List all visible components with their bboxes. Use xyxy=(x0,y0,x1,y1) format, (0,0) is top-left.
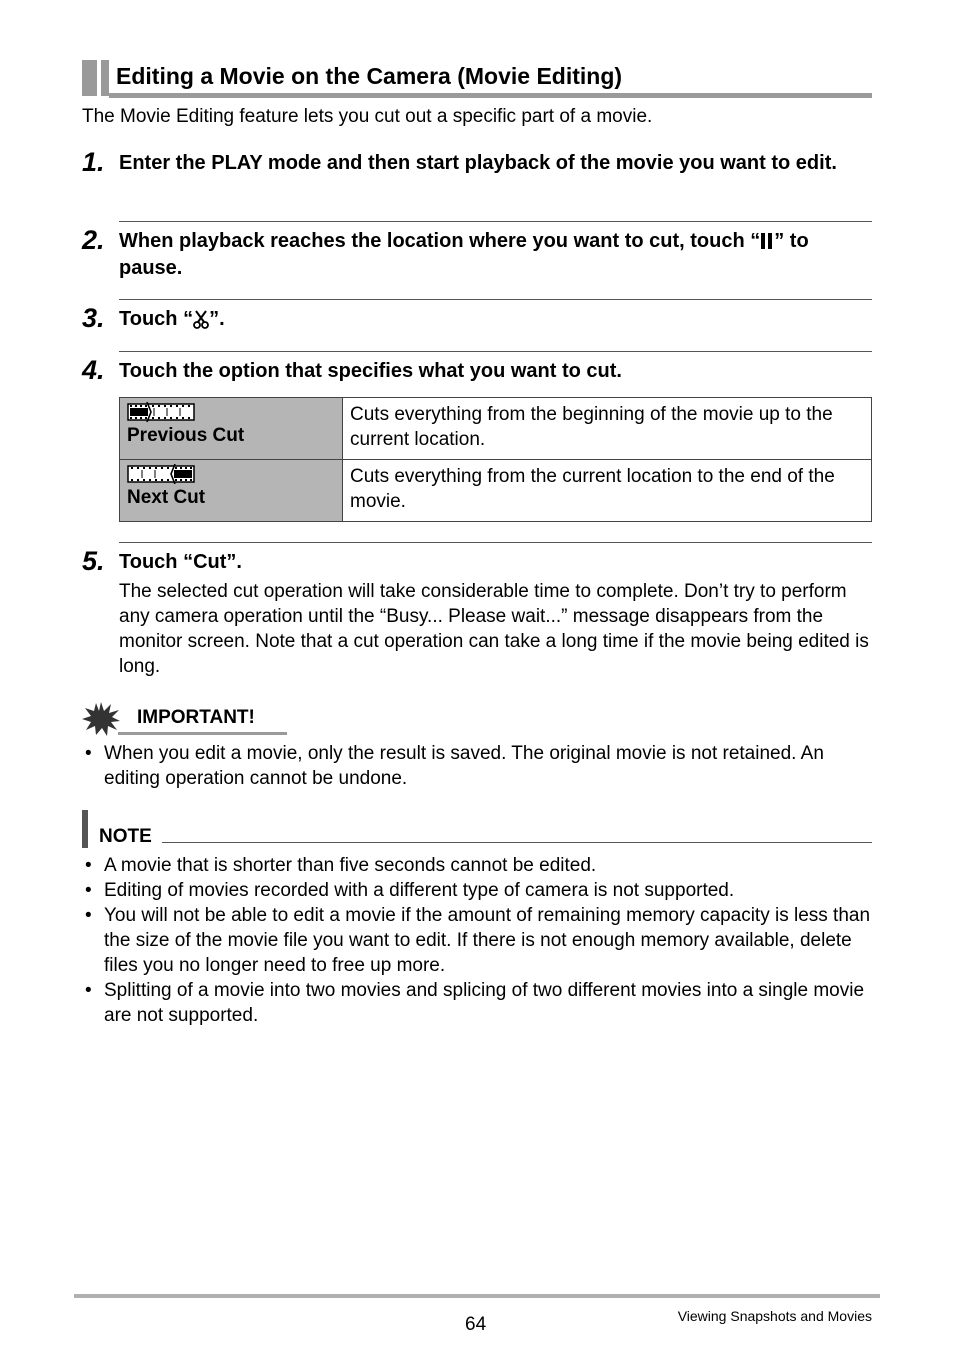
list-item-text: Splitting of a movie into two movies and splicing of two different movies into a single movie are not supported. xyxy=(104,980,865,1026)
list-item xyxy=(82,878,872,903)
note-list xyxy=(82,853,872,1028)
heading-bar xyxy=(82,60,97,96)
list-item-text: Editing of movies recorded with a different type of camera is not supported. xyxy=(104,880,735,901)
pause-icon xyxy=(760,232,774,250)
step-text xyxy=(119,306,874,333)
step-text-before: When playback reaches the location where you want to cut, touch “ xyxy=(119,230,761,252)
important-list xyxy=(82,741,872,791)
footer-title: Viewing Snapshots and Movies xyxy=(677,1308,872,1324)
step-number: 1. xyxy=(82,147,105,177)
step-divider xyxy=(119,221,872,222)
list-item xyxy=(82,853,872,878)
step-text: Enter the PLAY mode and then start playback of the movie you want to edit. xyxy=(119,152,837,174)
page-number: 64 xyxy=(465,1314,487,1335)
step-text xyxy=(119,228,874,282)
important-label: IMPORTANT! xyxy=(137,707,255,728)
previous-cut-icon xyxy=(127,402,195,422)
list-item xyxy=(82,741,872,791)
list-item-text: You will not be able to edit a movie if the amount of remaining memory capacity is less than the size of the movie file you want to edit. If there is not enough memory available, delete files you no longer need to free up more. xyxy=(104,905,871,976)
heading-rule xyxy=(109,93,872,98)
note-label: NOTE xyxy=(99,826,152,847)
cut-options-table xyxy=(119,397,872,522)
option-label: Next Cut xyxy=(127,487,206,508)
step-text-after: ” to pause. xyxy=(119,230,809,279)
option-label-cell xyxy=(120,398,343,460)
scissors-icon xyxy=(193,309,209,329)
list-item xyxy=(82,903,872,978)
note-bar xyxy=(82,810,88,848)
important-underline xyxy=(118,732,287,735)
step-divider xyxy=(119,299,872,300)
option-description: Cuts everything from the beginning of the movie up to the current location. xyxy=(343,398,872,460)
note-rule xyxy=(162,842,872,843)
section-title: Editing a Movie on the Camera (Movie Editing) xyxy=(116,63,623,89)
option-description: Cuts everything from the current location to the end of the movie. xyxy=(343,460,872,522)
list-item-text: A movie that is shorter than five seconds cannot be edited. xyxy=(104,855,597,876)
starburst-icon xyxy=(82,702,120,736)
step-text-before: Touch “ xyxy=(119,308,194,330)
option-label: Previous Cut xyxy=(127,425,245,446)
step-number: 3. xyxy=(82,303,105,333)
list-item-text: When you edit a movie, only the result is saved. The original movie is not retained. An editing operation cannot be undone. xyxy=(104,743,824,789)
step-number: 5. xyxy=(82,546,105,576)
step-number: 2. xyxy=(82,225,105,255)
section-heading xyxy=(82,58,872,98)
bullet-icon: • xyxy=(85,743,92,764)
bullet-icon: • xyxy=(85,855,92,876)
list-item xyxy=(82,978,872,1028)
bullet-icon: • xyxy=(85,880,92,901)
step-text-after: ”. xyxy=(209,308,225,330)
next-cut-icon xyxy=(127,464,195,484)
step-text: Touch the option that specifies what you want to cut. xyxy=(119,360,622,382)
step-divider xyxy=(119,351,872,352)
note-heading xyxy=(82,810,872,850)
intro-text: The Movie Editing feature lets you cut out a specific part of a movie. xyxy=(82,106,653,127)
option-label-cell xyxy=(120,460,343,522)
bullet-icon: • xyxy=(85,905,92,926)
step-number: 4. xyxy=(82,355,105,385)
table-row xyxy=(120,398,872,460)
important-heading xyxy=(82,702,287,736)
step-text: Touch “Cut”. xyxy=(119,551,242,573)
step-divider xyxy=(119,542,872,543)
table-row xyxy=(120,460,872,522)
footer-rule xyxy=(74,1294,880,1298)
heading-bar xyxy=(101,60,109,96)
bullet-icon: • xyxy=(85,980,92,1001)
step-body: The selected cut operation will take considerable time to complete. Don’t try to perform any camera operation until the “Busy... Please wait...” message disappears from the monitor screen. Note that a cut operation can take a long time if the movie being edited is long. xyxy=(119,581,869,677)
